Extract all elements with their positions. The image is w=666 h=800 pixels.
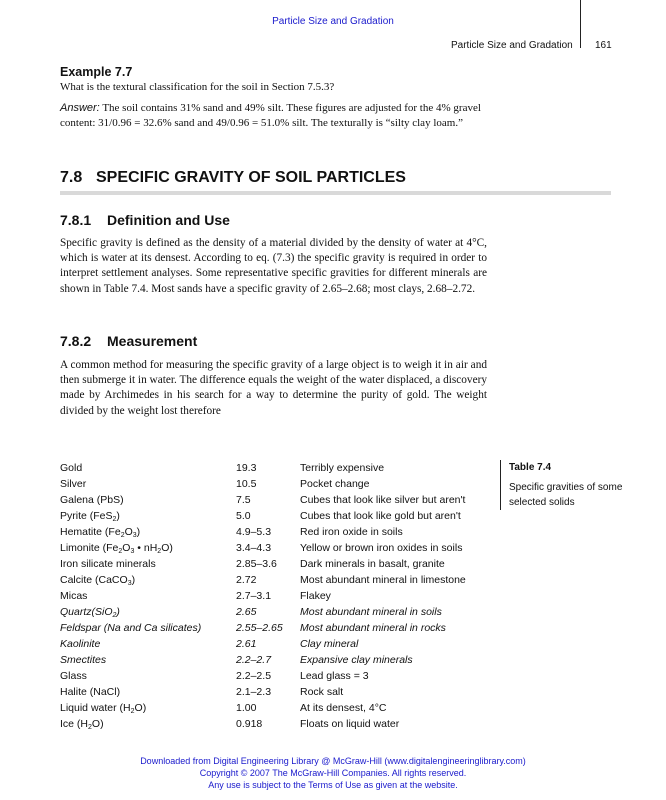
note-cell: Flakey	[300, 590, 331, 602]
header-divider	[580, 0, 581, 48]
example-question: What is the textural classification for the soil in Section 7.5.3?	[60, 81, 335, 93]
gravity-cell: 2.7–3.1	[236, 590, 272, 602]
answer-label: Answer:	[60, 102, 100, 114]
subsection-heading-definition	[60, 212, 230, 228]
gravity-cell: 2.72	[236, 574, 257, 586]
material-cell: Smectites	[60, 654, 107, 666]
gravity-cell: 1.00	[236, 702, 257, 714]
footer-download-link[interactable]: Downloaded from Digital Engineering Library @ McGraw-Hill (www.digitalengineeringlibrary.com)	[140, 756, 526, 766]
section-heading	[60, 169, 406, 187]
table-caption-rule	[500, 460, 501, 510]
answer-text: The soil contains 31% sand and 49% silt. These figures are adjusted for the 4% gravel content: 31/0.96 = 32.6% sand and 49/0.96 = 51.0% silt. The texturally is “silty clay loam.”	[60, 102, 481, 129]
page-number: 161	[595, 40, 612, 51]
material-cell: Silver	[60, 478, 87, 490]
material-cell: Limonite ($Fe_2O_3$ • $nH_2O$)	[60, 542, 173, 555]
material-cell: Liquid water $(H_2O)$	[60, 702, 147, 715]
note-cell: Floats on liquid water	[300, 718, 400, 730]
gravity-cell: 2.61	[236, 638, 257, 650]
note-cell: Most abundant mineral in limestone	[300, 574, 466, 586]
note-cell: Rock salt	[300, 686, 344, 698]
gravity-cell: 5.0	[236, 510, 251, 522]
note-cell: Lead glass = 3	[300, 670, 369, 682]
note-cell: Cubes that look like gold but aren't	[300, 510, 461, 522]
material-cell: Halite (NaCl)	[60, 686, 121, 698]
subsection-body-definition: Specific gravity is defined as the density of a material divided by the density of water at 4°C, which is water at its densest. According to eq. (7.3) the specific gravity is required in order to interpret settlement analyses. Some representative specific gravities for different minerals are shown in Table 7.4. Most sands have a specific gravity of 2.65–2.68; most clays, 2.68–2.72.	[60, 237, 487, 295]
running-head: Particle Size and Gradation	[451, 40, 573, 51]
example-answer	[60, 101, 488, 131]
note-cell: Dark minerals in basalt, granite	[300, 558, 445, 570]
note-cell: Cubes that look like silver but aren't	[300, 494, 466, 506]
gravity-cell: 2.85–3.6	[236, 558, 277, 570]
gravity-cell: 2.2–2.7	[236, 654, 272, 666]
material-cell: Hematite $(Fe_2O_3)$	[60, 526, 141, 539]
section-rule	[60, 191, 611, 195]
gravity-cell: 2.55–2.65	[236, 622, 283, 634]
material-cell: Kaolinite	[60, 638, 101, 650]
gravity-cell: 4.9–5.3	[236, 526, 272, 538]
subsection-heading-measurement	[60, 333, 197, 349]
material-cell: Pyrite (FeS$_2$)	[60, 510, 120, 523]
gravity-cell: 3.4–4.3	[236, 542, 272, 554]
note-cell: Yellow or brown iron oxides in soils	[300, 542, 463, 554]
material-cell: Quartz(SiO$_2$)	[60, 606, 120, 619]
subsection-body-measurement: A common method for measuring the specific gravity of a large object is to weigh it in air and then submerge it in water. The difference equals the weight of the water displaced, a discovery made by Archimedes in his search for a way to determine the purity of gold. The weight divided by the weight lost therefore	[60, 359, 487, 417]
note-cell: Expansive clay minerals	[300, 654, 413, 666]
gravity-cell: 2.65	[236, 606, 257, 618]
note-cell: Most abundant mineral in soils	[300, 606, 442, 618]
note-cell: Red iron oxide in soils	[300, 526, 403, 538]
material-cell: Gold	[60, 462, 83, 474]
material-cell: Glass	[60, 670, 87, 682]
section-title: SPECIFIC GRAVITY OF SOIL PARTICLES	[96, 169, 406, 186]
section-number: 7.8	[60, 169, 83, 186]
gravity-cell: 19.3	[236, 462, 257, 474]
footer-copyright: Copyright © 2007 The McGraw-Hill Companies. All rights reserved.	[199, 768, 467, 778]
material-cell: Feldspar (Na and Ca silicates)	[60, 622, 202, 634]
subsection-title: Measurement	[107, 333, 198, 349]
material-cell: Galena (PbS)	[60, 494, 124, 506]
note-cell: At its densest, 4°C	[300, 702, 387, 714]
gravity-cell: 2.2–2.5	[236, 670, 272, 682]
footer-terms: Any use is subject to the Terms of Use as given at the website.	[208, 780, 458, 790]
table-label: Table 7.4	[509, 462, 552, 473]
gravity-cell: 0.918	[236, 718, 263, 730]
subsection-number: 7.8.1	[60, 212, 92, 228]
gravity-cell: 2.1–2.3	[236, 686, 272, 698]
footer-notice	[0, 755, 666, 791]
material-cell: Ice $(H_2O)$	[60, 718, 104, 731]
note-cell: Terribly expensive	[300, 462, 385, 474]
material-cell: Micas	[60, 590, 88, 602]
note-cell: Pocket change	[300, 478, 370, 490]
note-cell: Clay mineral	[300, 638, 359, 650]
note-cell: Most abundant mineral in rocks	[300, 622, 446, 634]
top-chapter-link[interactable]: Particle Size and Gradation	[272, 16, 394, 27]
gravity-cell: 7.5	[236, 494, 251, 506]
subsection-title: Definition and Use	[107, 212, 230, 228]
subsection-number: 7.8.2	[60, 333, 92, 349]
example-title: Example 7.7	[60, 65, 133, 79]
material-cell: Iron silicate minerals	[60, 558, 156, 570]
material-cell: Calcite (CaCO$_3$)	[60, 574, 136, 587]
gravity-cell: 10.5	[236, 478, 257, 490]
table-caption: Specific gravities of some selected solids	[509, 482, 623, 508]
